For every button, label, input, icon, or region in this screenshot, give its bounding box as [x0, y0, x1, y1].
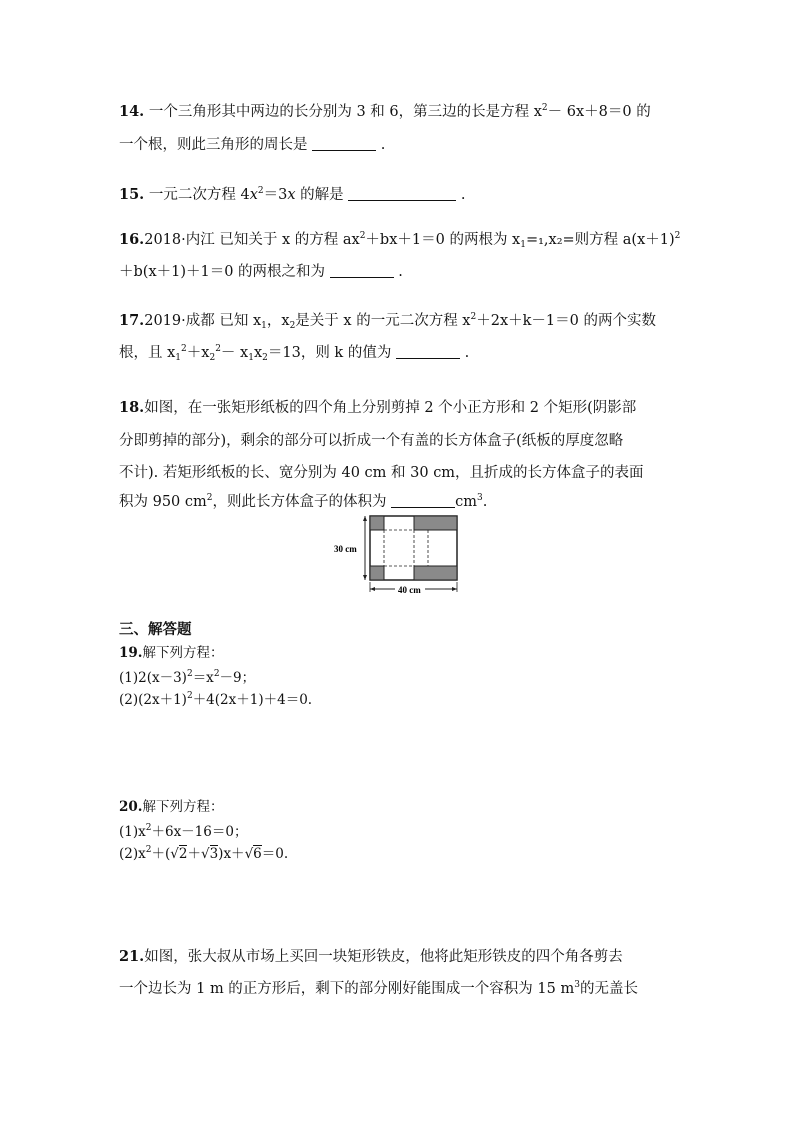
cut-rect-bottom-right — [414, 566, 457, 580]
question-14-line-2: 一个根，则此三角形的周长是 . — [119, 137, 386, 153]
question-14-line-1: 14. 一个三角形其中两边的长分别为 3 和 6，第三边的长是方程 $x^2- 6x+8=0$ 的 — [119, 103, 651, 120]
answer-blank[interactable] — [330, 263, 394, 278]
question-20-title: 20.解下列方程： — [119, 799, 224, 815]
question-18-line-2: 分即剪掉的部分)，剩余的部分可以折成一个有盖的长方体盒子(纸板的厚度忽略 — [119, 433, 624, 449]
arrow-up-icon — [363, 516, 367, 521]
cut-square-top-left — [370, 516, 384, 530]
question-21-line-2: 一个边长为 1 m 的正方形后，剩下的部分刚好能围成一个容积为 15 $m^3$的无盖长 — [119, 980, 638, 997]
answer-blank[interactable] — [312, 136, 376, 151]
question-number: 20. — [119, 799, 143, 815]
cardboard-diagram — [332, 512, 462, 596]
question-18-line-4: 积为 950 $cm^2$，则此长方体盒子的体积为 $cm^3$. — [119, 493, 488, 510]
cut-square-bottom-left — [370, 566, 384, 580]
cut-rect-top-right — [414, 516, 457, 530]
question-16-line-1: 16.2018·内江 已知关于 x 的方程 $ax^2+bx+1=0$ 的两根为 $x_1=_1,x_2=$则方程 $a(x+1)^2$ — [119, 231, 681, 250]
arrow-right-icon — [452, 587, 457, 591]
height-label: 30 cm — [334, 544, 357, 554]
question-number: 14. — [119, 103, 145, 120]
question-number: 17. — [119, 312, 145, 329]
question-21-line-1: 21.如图，张大叔从市场上买回一块矩形铁皮，他将此矩形铁皮的四个角各剪去 — [119, 948, 623, 965]
question-19-part-1: $(1)2(x-3)^2=x^2-9$； — [119, 669, 256, 686]
question-number: 18. — [119, 399, 145, 416]
question-15: 15. 一元二次方程 $4x^2=3x$ 的解是 . — [119, 186, 466, 203]
question-number: 19. — [119, 645, 143, 661]
section-title: 三、解答题 — [119, 621, 192, 638]
arrow-down-icon — [363, 575, 367, 580]
answer-blank[interactable] — [396, 344, 460, 359]
radicand: 2 — [178, 846, 188, 862]
question-19-title: 19.解下列方程： — [119, 645, 224, 661]
question-17-line-2: 根，且 $x_1^2+x_2^2- x_1x_2=13$，则 k 的值为 . — [119, 344, 470, 363]
answer-blank[interactable] — [348, 186, 456, 201]
question-17-line-1: 17.2019·成都 已知 $x_1$，$x_2$是关于 x 的一元二次方程 $x^2+2x+k-1=0$ 的两个实数 — [119, 312, 656, 331]
arrow-left-icon — [370, 587, 375, 591]
radicand: 6 — [253, 846, 262, 862]
question-number: 21. — [119, 948, 145, 965]
question-20-part-1: $(1)x^2+6x-16=0$； — [119, 823, 248, 840]
question-number: 16. — [119, 231, 145, 248]
question-18-line-1: 18.如图，在一张矩形纸板的四个角上分别剪掉 2 个小正方形和 2 个矩形(阴影部 — [119, 399, 637, 416]
radicand: 3 — [209, 846, 219, 862]
answer-blank[interactable] — [391, 493, 455, 508]
question-16-line-2: ＋b(x＋1)＋1＝0 的两根之和为 . — [119, 264, 403, 280]
question-19-part-2: $(2)(2x+1)^2+4(2x+1)+4=0$. — [119, 691, 313, 708]
question-20-part-2: $(2)x^2+(√2+√3)x+√6=0$. — [119, 845, 289, 862]
question-number: 15. — [119, 186, 145, 203]
question-18-line-3: 不计). 若矩形纸板的长、宽分别为 40 cm 和 30 cm，且折成的长方体盒子的表面 — [119, 465, 644, 481]
width-label: 40 cm — [398, 585, 421, 595]
